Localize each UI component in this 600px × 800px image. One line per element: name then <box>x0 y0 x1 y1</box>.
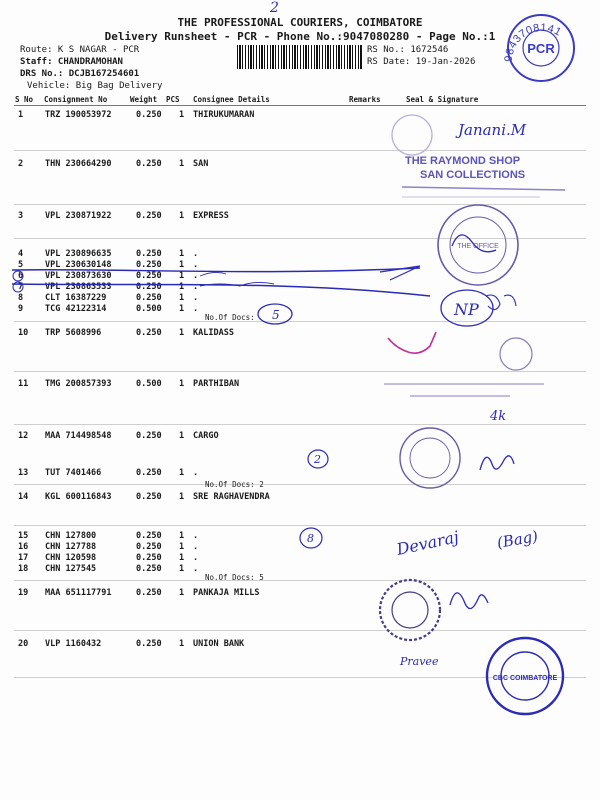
drs-label: DRS No.: DCJB167254601 <box>20 69 140 79</box>
row-pcs: 1 <box>179 282 185 292</box>
row-consignee: KALIDASS <box>193 328 234 338</box>
row-pcs: 1 <box>179 159 185 169</box>
col-consignee: Consignee Details <box>193 95 270 104</box>
row-weight: 0.500 <box>136 379 162 389</box>
magenta-check <box>388 332 436 353</box>
sig-4k: 4k <box>490 409 507 424</box>
row-sno: 6 <box>18 271 24 281</box>
col-weight: Weight <box>130 95 158 104</box>
row-consignee: . <box>193 282 199 292</box>
row-weight: 0.250 <box>136 431 162 441</box>
row-pcs: 1 <box>179 328 185 338</box>
signature-devaraj: Devaraj <box>394 527 461 559</box>
pankaja-seal <box>380 580 440 640</box>
row-weight: 0.250 <box>136 249 162 259</box>
row-sno: 19 <box>18 588 29 598</box>
row-consignment: CHN 127800 <box>45 531 97 541</box>
faint-seal-1 <box>392 115 432 155</box>
svg-text:5: 5 <box>272 308 280 322</box>
row-pcs: 1 <box>179 260 185 270</box>
col-remarks: Remarks <box>349 95 381 104</box>
row-weight: 0.500 <box>136 304 162 314</box>
row-sno: 13 <box>18 468 29 478</box>
row-consignee: CARGO <box>193 431 219 441</box>
circle-mark-6 <box>13 271 23 281</box>
col-seal-signature: Seal & Signature <box>406 95 479 104</box>
row-sno: 18 <box>18 564 29 574</box>
signature-pravee: Pravee <box>400 655 439 668</box>
raymond-shop-stamp <box>402 155 565 197</box>
row-sno: 2 <box>18 159 24 169</box>
svg-text:CBC COIMBATORE: CBC COIMBATORE <box>492 675 558 682</box>
row-sno: 4 <box>18 249 24 259</box>
handwritten-page-number: 2 <box>270 0 279 16</box>
row-consignment: VPL 230873630 <box>45 271 112 281</box>
row-consignment: TMG 200857393 <box>45 379 112 389</box>
row-sno: 12 <box>18 431 29 441</box>
row-sno: 1 <box>18 110 24 120</box>
row-consignment: TRP 5608996 <box>45 328 102 338</box>
row-pcs: 1 <box>179 492 185 502</box>
staff-label: Staff: CHANDRAMOHAN <box>20 57 123 67</box>
no-of-docs-label: No.Of Docs: <box>205 313 255 322</box>
row-sno: 8 <box>18 293 24 303</box>
row-weight: 0.250 <box>136 282 162 292</box>
row-consignment: CHN 127545 <box>45 564 97 574</box>
rs-date: RS Date: 19-Jan-2026 <box>367 57 476 67</box>
row-sno: 3 <box>18 211 24 221</box>
np-mark: NP <box>454 300 479 319</box>
union-bank-seal <box>487 638 563 714</box>
row-sno: 11 <box>18 379 29 389</box>
row-pcs: 1 <box>179 304 185 314</box>
row-pcs: 1 <box>179 379 185 389</box>
row-weight: 0.250 <box>136 492 162 502</box>
row-weight: 0.250 <box>136 328 162 338</box>
row-weight: 0.250 <box>136 260 162 270</box>
strike-line-row6 <box>12 268 420 272</box>
row-consignment: CHN 120598 <box>45 553 97 563</box>
row-weight: 0.250 <box>136 468 162 478</box>
svg-text:2: 2 <box>314 453 321 466</box>
row-weight: 0.250 <box>136 542 162 552</box>
row-sno: 15 <box>18 531 29 541</box>
row-sno: 10 <box>18 328 29 338</box>
col-sno: S No <box>15 95 34 104</box>
row-consignee: . <box>193 271 199 281</box>
row-consignee: . <box>193 260 199 270</box>
pcr-scribble <box>486 295 516 310</box>
row-sno: 9 <box>18 304 24 314</box>
row-pcs: 1 <box>179 468 185 478</box>
row-consignee: THIRUKUMARAN <box>193 110 255 120</box>
row-weight: 0.250 <box>136 588 162 598</box>
row-pcs: 1 <box>179 271 185 281</box>
signature-row13 <box>480 456 514 470</box>
row-sno: 17 <box>18 553 29 563</box>
col-pcs: PCS <box>166 95 180 104</box>
row-sno: 20 <box>18 639 29 649</box>
svg-text:THE RAYMOND SHOP: THE RAYMOND SHOP <box>405 155 521 167</box>
signature-row19 <box>450 593 488 609</box>
row-weight: 0.250 <box>136 211 162 221</box>
row-consignment: KGL 600116843 <box>45 492 112 502</box>
row-pcs: 1 <box>179 531 185 541</box>
row-pcs: 1 <box>179 588 185 598</box>
row-consignment: MAA 651117791 <box>45 588 112 598</box>
row-weight: 0.250 <box>136 159 162 169</box>
row-weight: 0.250 <box>136 531 162 541</box>
row-consignment: VLP 1160432 <box>45 639 102 649</box>
row-consignment: CHN 127788 <box>45 542 97 552</box>
row-consignment: CLT 16387229 <box>45 293 107 303</box>
row-pcs: 1 <box>179 542 185 552</box>
row-pcs: 1 <box>179 564 185 574</box>
row-weight: 0.250 <box>136 271 162 281</box>
col-consignment: Consignment No <box>44 95 108 104</box>
row-sno: 5 <box>18 260 24 270</box>
logistics-seal <box>400 428 460 488</box>
row-weight: 0.250 <box>136 110 162 120</box>
row-consignee: SAN <box>193 159 209 169</box>
row-consignment: VPL 230871922 <box>45 211 112 221</box>
row-consignment: TUT 7401466 <box>45 468 102 478</box>
rs-number: RS No.: 1672546 <box>367 45 449 55</box>
row-consignee: . <box>193 468 199 478</box>
row-consignment: THN 230664290 <box>45 159 112 169</box>
vehicle-label: Vehicle: Big Bag Delivery <box>27 81 163 91</box>
row-consignee: . <box>193 293 199 303</box>
pcr-seal <box>503 15 574 81</box>
small-seal <box>500 338 532 370</box>
row-consignee: . <box>193 542 199 552</box>
signature-janani: Janani.M <box>458 121 527 139</box>
row-weight: 0.250 <box>136 639 162 649</box>
row-pcs: 1 <box>179 110 185 120</box>
row-pcs: 1 <box>179 211 185 221</box>
svg-text:THE OFFICE: THE OFFICE <box>457 243 499 250</box>
row-consignee: EXPRESS <box>193 211 229 221</box>
row-consignment: VPL 230630148 <box>45 260 112 270</box>
scribble-rows-6-7 <box>200 272 274 286</box>
row-weight: 0.250 <box>136 293 162 303</box>
faint-stamp-row11 <box>384 384 544 396</box>
route-label: Route: K S NAGAR - PCR <box>20 45 140 55</box>
pcr-seal-text: PCR <box>527 41 555 56</box>
row-consignee: . <box>193 553 199 563</box>
row-sno: 7 <box>18 282 24 292</box>
row-sno: 16 <box>18 542 29 552</box>
pcr-seal-number: 9843708141 <box>502 21 564 63</box>
row-consignee: UNION BANK <box>193 639 245 649</box>
row-consignee: SRE RAGHAVENDRA <box>193 492 270 502</box>
row-consignee: . <box>193 531 199 541</box>
row-pcs: 1 <box>179 293 185 303</box>
row-weight: 0.250 <box>136 564 162 574</box>
row-pcs: 1 <box>179 639 185 649</box>
row-sno: 14 <box>18 492 29 502</box>
row-weight: 0.250 <box>136 553 162 563</box>
row-consignee: PARTHIBAN <box>193 379 240 389</box>
strike-line-row7 <box>12 284 430 296</box>
row-consignee: . <box>193 249 199 259</box>
row-consignment: MAA 714498548 <box>45 431 112 441</box>
row-pcs: 1 <box>179 431 185 441</box>
row-consignee: . <box>193 564 199 574</box>
row-consignment: VPL 230896635 <box>45 249 112 259</box>
no-of-docs-label: No.Of Docs: <box>205 573 255 582</box>
row-consignee: PANKAJA MILLS <box>193 588 260 598</box>
signature-bag: (Bag) <box>495 527 540 552</box>
row-pcs: 1 <box>179 553 185 563</box>
row-consignment: VPL 230863533 <box>45 282 112 292</box>
svg-text:SAN COLLECTIONS: SAN COLLECTIONS <box>420 169 526 181</box>
no-of-docs-label: No.Of Docs: <box>205 480 255 489</box>
row-pcs: 1 <box>179 249 185 259</box>
row-consignment: TRZ 190053972 <box>45 110 112 120</box>
document-title: THE PROFESSIONAL COURIERS, COIMBATORE <box>177 16 423 29</box>
document-subtitle: Delivery Runsheet - PCR - Phone No.:9047080280 - Page No.:1 <box>104 30 496 43</box>
svg-text:8: 8 <box>307 532 314 545</box>
row-consignee: . <box>193 304 199 314</box>
row-consignment: TCG 42122314 <box>45 304 107 314</box>
no-of-docs-value: 5 <box>259 573 264 582</box>
office-seal <box>438 205 518 285</box>
no-of-docs-value: 2 <box>259 480 264 489</box>
